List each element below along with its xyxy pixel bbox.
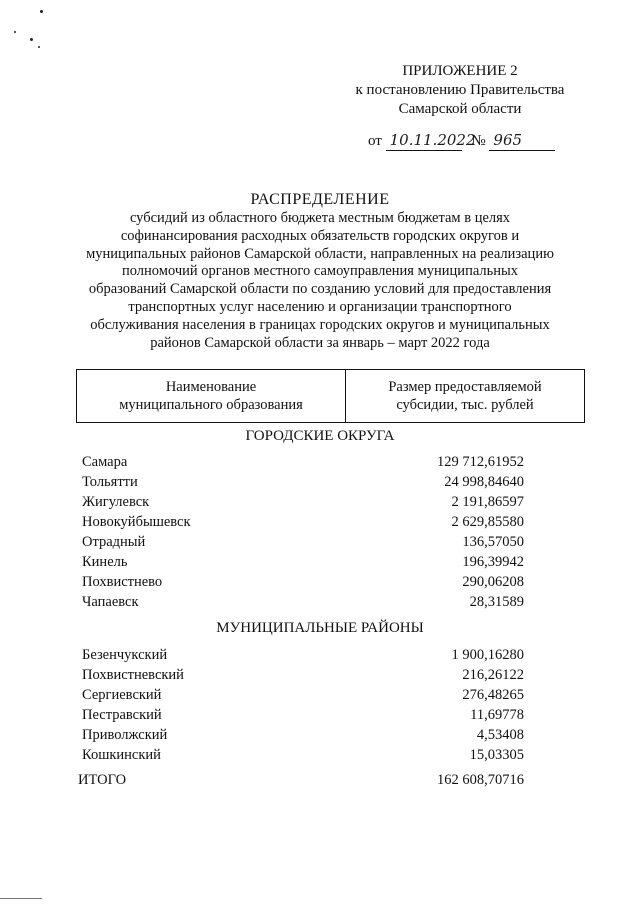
row-name: Безенчукский: [82, 647, 168, 663]
section-title-municipal-districts: МУНИЦИПАЛЬНЫЕ РАЙОНЫ: [216, 620, 424, 636]
table-row: [0, 514, 640, 534]
header-subsidy: [346, 370, 584, 422]
subtitle-line: обслуживания населения в границах городских округов и муниципальных: [90, 316, 550, 333]
row-value: 216,26122: [462, 667, 524, 683]
scan-speck: [30, 38, 33, 41]
subtitle-line: образований Самарской области по созданию условий для предоставления: [88, 281, 552, 298]
row-name: Самара: [82, 454, 128, 470]
total-value: 162 608,70716: [437, 772, 524, 788]
scan-speck: [14, 31, 16, 33]
row-name: Кинель: [82, 554, 128, 570]
header-municipality-line: Наименование: [165, 379, 257, 395]
row-name: Похвистнево: [82, 574, 163, 590]
row-value: 290,06208: [462, 574, 524, 590]
table-row: [0, 454, 640, 474]
row-value: 129 712,61952: [437, 454, 524, 470]
decree-date-field: [386, 131, 476, 151]
table-header: [76, 369, 585, 423]
appendix-header: [340, 62, 580, 119]
row-name: Приволжский: [82, 727, 168, 743]
appendix-title: ПРИЛОЖЕНИЕ 2: [402, 63, 518, 79]
appendix-decree-label: к постановлению Правительства: [355, 82, 565, 98]
table-row: [0, 474, 640, 494]
subtitle-line: районов Самарской области за январь – март 2022 года: [150, 334, 490, 351]
table-row: [0, 534, 640, 554]
row-value: 2 191,86597: [451, 494, 524, 510]
header-subsidy-line: субсидии, тыс. рублей: [396, 397, 534, 413]
row-value: 196,39942: [462, 554, 524, 570]
table-row: [0, 727, 640, 747]
section-title-city-districts: ГОРОДСКИЕ ОКРУГА: [245, 428, 395, 444]
subtitle-line: софинансирования расходных обязательств городских округов и: [120, 227, 520, 244]
total-label: ИТОГО: [78, 772, 127, 788]
table-row: [0, 747, 640, 767]
row-name: Жигулевск: [82, 494, 150, 510]
row-name: Отрадный: [82, 534, 146, 550]
row-value: 1 900,16280: [451, 647, 524, 663]
decree-number-field: [489, 131, 555, 151]
subtitle-line: муниципальных районов Самарской области, направленных на реализацию: [86, 245, 554, 262]
row-name: Новокуйбышевск: [82, 514, 191, 530]
table-row: [0, 594, 640, 614]
row-value: 15,03305: [469, 747, 524, 763]
row-value: 28,31589: [469, 594, 524, 610]
row-name: Пестравский: [82, 707, 162, 723]
decree-number: 965: [493, 131, 523, 149]
row-value: 4,53408: [476, 727, 524, 743]
row-name: Кошкинский: [82, 747, 161, 763]
table-row: [0, 667, 640, 687]
row-value: 24 998,84640: [444, 474, 524, 490]
document-subtitle: [60, 210, 580, 352]
subtitle-line: полномочий органов местного самоуправления муниципальных: [121, 263, 518, 280]
decree-date-line: [368, 131, 555, 151]
table-row: [0, 574, 640, 594]
header-municipality: [77, 370, 346, 422]
subtitle-line: транспортных услуг населению и организации транспортного: [128, 298, 512, 315]
table-row: [0, 554, 640, 574]
number-label: №: [471, 133, 486, 149]
total-row: [0, 772, 640, 792]
row-value: 136,57050: [462, 534, 524, 550]
row-value: 276,48265: [462, 687, 524, 703]
document-title: РАСПРЕДЕЛЕНИЕ: [250, 191, 390, 208]
row-name: Сергиевский: [82, 687, 162, 703]
from-label: от: [368, 133, 382, 149]
row-name: Тольятти: [82, 474, 138, 490]
row-value: 2 629,85580: [451, 514, 524, 530]
row-name: Чапаевск: [82, 594, 139, 610]
subtitle-line: субсидий из областного бюджета местным бюджетам в целях: [129, 210, 511, 226]
page-edge-mark: [0, 898, 42, 899]
decree-date: 10.11.2022: [389, 131, 476, 149]
row-value: 11,69778: [470, 707, 524, 723]
table-row: [0, 647, 640, 667]
header-subsidy-line: Размер предоставляемой: [388, 379, 542, 395]
table-row: [0, 687, 640, 707]
table-row: [0, 707, 640, 727]
appendix-region: Самарской области: [398, 101, 522, 117]
scan-speck: [40, 10, 43, 13]
table-row: [0, 494, 640, 514]
header-municipality-line: муниципального образования: [119, 397, 303, 413]
scan-speck: [38, 46, 40, 48]
row-name: Похвистневский: [82, 667, 184, 683]
